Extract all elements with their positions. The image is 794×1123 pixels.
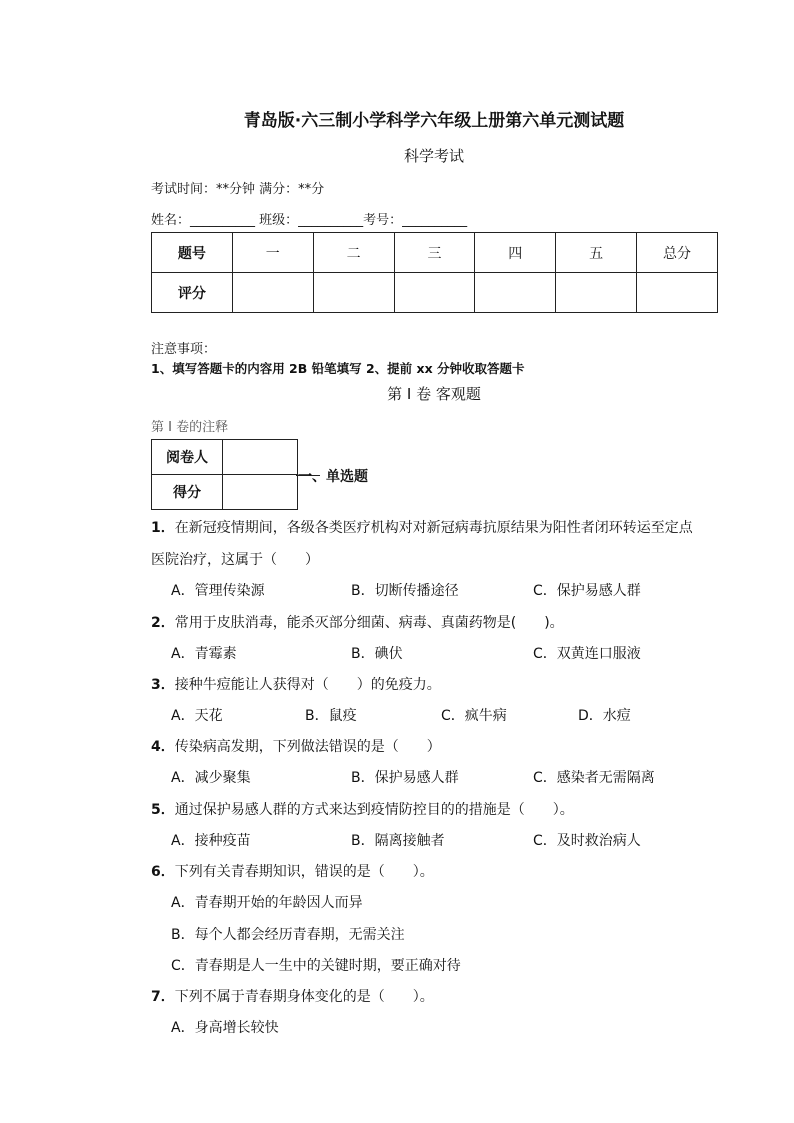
question-1-line2: 医院治疗，这属于（ ） [151, 552, 319, 568]
question-1 [151, 517, 693, 537]
question-text: 接种牛痘能让人获得对（ ）的免疫力。 [174, 677, 441, 693]
score-table-cell: 评分 [152, 273, 233, 313]
exam-info: 考试时间：**分钟 满分：**分 [151, 182, 325, 197]
score-table-cell: 题号 [152, 233, 233, 273]
question-number: 5． [151, 802, 175, 818]
question-number: 1． [151, 520, 175, 536]
score-input-cell[interactable] [556, 273, 637, 313]
score-input-cell[interactable] [313, 273, 394, 313]
option[interactable]: A．接种疫苗 [171, 833, 251, 849]
score-table-cell: 二 [313, 233, 394, 273]
grader-table [151, 439, 298, 510]
score-input-cell[interactable] [475, 273, 556, 313]
student-info: 姓名：__________ 班级：__________考号：__________ [151, 213, 468, 228]
option[interactable]: C．及时救治病人 [533, 833, 641, 849]
score-input-cell[interactable] [637, 273, 718, 313]
question-7 [151, 986, 434, 1006]
score-table-cell: 四 [475, 233, 556, 273]
reviewer-input-cell[interactable] [223, 440, 298, 475]
question-number: 3． [151, 677, 175, 693]
option[interactable]: D．水痘 [578, 708, 631, 724]
option[interactable]: C．双黄连口服液 [533, 646, 641, 662]
score-input-cell[interactable] [394, 273, 475, 313]
score-label: 得分 [152, 475, 223, 510]
option[interactable]: A．青霉素 [171, 646, 237, 662]
option[interactable]: A．天花 [171, 708, 223, 724]
question-2 [151, 612, 564, 632]
score-table [151, 232, 718, 313]
score-table-score-row [152, 273, 718, 313]
option[interactable]: A．管理传染源 [171, 583, 265, 599]
question-number: 4． [151, 739, 175, 755]
score-input-cell[interactable] [223, 475, 298, 510]
score-table-cell: 总分 [637, 233, 718, 273]
option[interactable]: B．每个人都会经历青春期，无需关注 [171, 927, 405, 943]
document-title: 青岛版·六三制小学科学六年级上册第六单元测试题 [243, 111, 625, 131]
question-3 [151, 674, 441, 694]
question-text: 下列不属于青春期身体变化的是（ ）。 [174, 989, 434, 1005]
question-text: 传染病高发期，下列做法错误的是（ ） [174, 739, 441, 755]
score-table-cell: 一 [232, 233, 313, 273]
part-title: 一、单选题 [298, 469, 368, 485]
notes-heading: 注意事项： [151, 342, 217, 357]
question-text: 下列有关青春期知识，错误的是（ ）。 [174, 864, 434, 880]
score-table-cell: 三 [394, 233, 475, 273]
option[interactable]: B．切断传播途径 [351, 583, 459, 599]
question-5 [151, 799, 574, 819]
question-number: 2． [151, 615, 175, 631]
section-title: 第 I 卷 客观题 [387, 385, 481, 403]
reviewer-label: 阅卷人 [152, 440, 223, 475]
question-text: 通过保护易感人群的方式来达到疫情防控目的的措施是（ ）。 [174, 802, 574, 818]
question-6 [151, 861, 434, 881]
option[interactable]: B．鼠疫 [305, 708, 357, 724]
option[interactable]: C．疯牛病 [441, 708, 507, 724]
option[interactable]: A．减少聚集 [171, 770, 251, 786]
option[interactable]: B．保护易感人群 [351, 770, 459, 786]
question-text: 常用于皮肤消毒，能杀灭部分细菌、病毒、真菌药物是( )。 [174, 615, 564, 631]
question-number: 7． [151, 989, 175, 1005]
option[interactable]: B．隔离接触者 [351, 833, 445, 849]
notes-item: 1、填写答题卡的内容用 2B 铅笔填写 2、提前 xx 分钟收取答题卡 [151, 361, 525, 376]
option[interactable]: C．保护易感人群 [533, 583, 641, 599]
option[interactable]: A．青春期开始的年龄因人而异 [171, 895, 363, 911]
option[interactable]: B．碘伏 [351, 646, 403, 662]
option[interactable]: C．感染者无需隔离 [533, 770, 655, 786]
score-table-header-row [152, 233, 718, 273]
question-number: 6． [151, 864, 175, 880]
option[interactable]: A．身高增长较快 [171, 1020, 279, 1036]
score-table-cell: 五 [556, 233, 637, 273]
question-text: 在新冠疫情期间，各级各类医疗机构对对新冠病毒抗原结果为阳性者闭环转运至定点 [174, 520, 693, 536]
section-note: 第 I 卷的注释 [151, 420, 229, 435]
question-4 [151, 736, 441, 756]
score-input-cell[interactable] [232, 273, 313, 313]
document-subtitle: 科学考试 [403, 147, 464, 165]
option[interactable]: C．青春期是人一生中的关键时期，要正确对待 [171, 958, 461, 974]
